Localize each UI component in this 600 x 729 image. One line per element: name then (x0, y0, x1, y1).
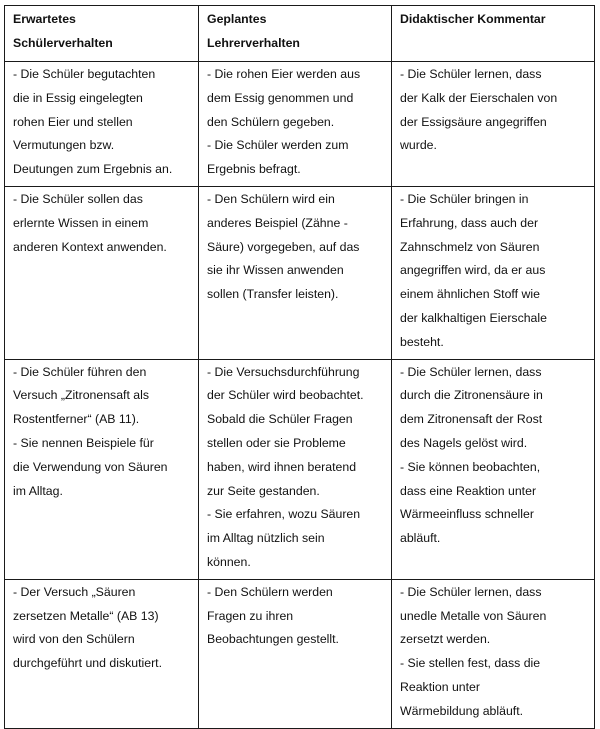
cell-line: Beobachtungen gestellt. (207, 632, 339, 647)
cell-line: zersetzt werden. (400, 632, 491, 647)
student-behavior-cell (5, 62, 199, 187)
cell-line: Rostentferner“ (AB 11). (13, 412, 140, 427)
cell-line: dass eine Reaktion unter (400, 483, 537, 498)
cell-line: einem ähnlichen Stoff wie (400, 287, 540, 302)
student-behavior-cell (5, 186, 199, 359)
cell-line: - Sie nennen Beispiele für (13, 435, 154, 450)
cell-line: - Den Schülern wird ein (207, 191, 335, 206)
cell-line: - Die Schüler lernen, dass (400, 67, 542, 81)
cell-line: sie ihr Wissen anwenden (207, 263, 344, 278)
cell-line: dem Essig genommen und (207, 90, 354, 105)
cell-line: anderen Kontext anwenden. (13, 239, 167, 254)
cell-line: erlernte Wissen in einem (13, 215, 149, 230)
cell-line: - Die Schüler führen den (13, 364, 147, 379)
cell-line: rohen Eier und stellen (13, 114, 133, 129)
cell-line: - Die Schüler lernen, dass (400, 584, 542, 599)
cell-line: - Die Schüler sollen das (13, 191, 143, 206)
didactic-comment-cell (392, 359, 595, 579)
teacher-behavior-cell (199, 579, 392, 728)
cell-line: anderes Beispiel (Zähne - (207, 215, 348, 230)
cell-line: der Schüler wird beobachtet. (207, 388, 364, 403)
header-cell-teacher-behavior (199, 6, 392, 62)
cell-line: besteht. (400, 334, 444, 349)
cell-line: unedle Metalle von Säuren (400, 608, 547, 623)
header-line: Lehrerverhalten (207, 35, 300, 50)
cell-line: des Nagels gelöst wird. (400, 435, 528, 450)
teacher-behavior-cell (199, 62, 392, 187)
cell-line: die Verwendung von Säuren (13, 459, 168, 474)
cell-line: - Sie können beobachten, (400, 459, 541, 474)
cell-line: die in Essig eingelegten (13, 90, 143, 105)
cell-line: im Alltag nützlich sein (207, 531, 325, 546)
cell-line: Vermutungen bzw. (13, 138, 115, 153)
cell-line: Reaktion unter (400, 679, 480, 694)
cell-line: zur Seite gestanden. (207, 483, 320, 498)
cell-line: sollen (Transfer leisten). (207, 287, 339, 302)
header-line: Geplantes (207, 12, 267, 26)
cell-line: durch die Zitronensäure in (400, 388, 543, 403)
cell-line: - Die Schüler lernen, dass (400, 364, 542, 379)
cell-line: - Die rohen Eier werden aus (207, 67, 361, 81)
cell-line: Sobald die Schüler Fragen (207, 412, 353, 427)
cell-line: Säure) vorgegeben, auf das (207, 239, 360, 254)
header-cell-didactic-comment (392, 6, 595, 62)
cell-line: Wärmebildung abläuft. (400, 703, 524, 718)
student-behavior-cell (5, 579, 199, 728)
cell-line: - Die Schüler begutachten (13, 67, 156, 81)
table-row (5, 186, 595, 359)
cell-line: wurde. (400, 138, 437, 153)
cell-line: Erfahrung, dass auch der (400, 215, 539, 230)
cell-line: haben, wird ihnen beratend (207, 459, 357, 474)
cell-line: - Die Schüler werden zum (207, 138, 349, 153)
cell-line: - Sie stellen fest, dass die (400, 656, 541, 671)
cell-line: angegriffen wird, da er aus (400, 263, 546, 278)
cell-line: abläuft. (400, 531, 441, 546)
cell-line: Wärmeeinfluss schneller (400, 507, 534, 522)
cell-line: den Schülern gegeben. (207, 114, 335, 129)
cell-line: wird von den Schülern (13, 632, 135, 647)
cell-line: Zahnschmelz von Säuren (400, 239, 540, 254)
cell-line: - Die Versuchsdurchführung (207, 364, 360, 379)
table-row (5, 579, 595, 728)
cell-line: - Die Schüler bringen in (400, 191, 529, 206)
didactic-comment-cell (392, 579, 595, 728)
header-line: Schülerverhalten (13, 35, 113, 50)
cell-line: stellen oder sie Probleme (207, 435, 346, 450)
cell-line: der Essigsäure angegriffen (400, 114, 547, 129)
didactic-comment-cell (392, 62, 595, 187)
cell-line: Fragen zu ihren (207, 608, 294, 623)
cell-line: durchgeführt und diskutiert. (13, 656, 163, 671)
table-row (5, 62, 595, 187)
table-row (5, 359, 595, 579)
cell-line: dem Zitronensaft der Rost (400, 412, 543, 427)
teacher-behavior-cell (199, 359, 392, 579)
cell-line: zersetzen Metalle“ (AB 13) (13, 608, 159, 623)
cell-line: Versuch „Zitronensaft als (13, 388, 150, 403)
header-row (5, 6, 595, 62)
lesson-plan-table (4, 5, 595, 729)
cell-line: der kalkhaltigen Eierschale (400, 310, 547, 325)
teacher-behavior-cell (199, 186, 392, 359)
cell-line: - Den Schülern werden (207, 584, 333, 599)
header-line: Erwartetes (13, 12, 76, 26)
didactic-comment-cell (392, 186, 595, 359)
cell-line: Deutungen zum Ergebnis an. (13, 162, 173, 177)
cell-line: - Sie erfahren, wozu Säuren (207, 507, 361, 522)
cell-line: im Alltag. (13, 483, 63, 498)
header-cell-student-behavior (5, 6, 199, 62)
cell-line: können. (207, 554, 251, 569)
cell-line: Ergebnis befragt. (207, 162, 301, 177)
cell-line: der Kalk der Eierschalen von (400, 90, 558, 105)
student-behavior-cell (5, 359, 199, 579)
cell-line: - Der Versuch „Säuren (13, 584, 136, 599)
header-line: Didaktischer Kommentar (400, 12, 546, 26)
